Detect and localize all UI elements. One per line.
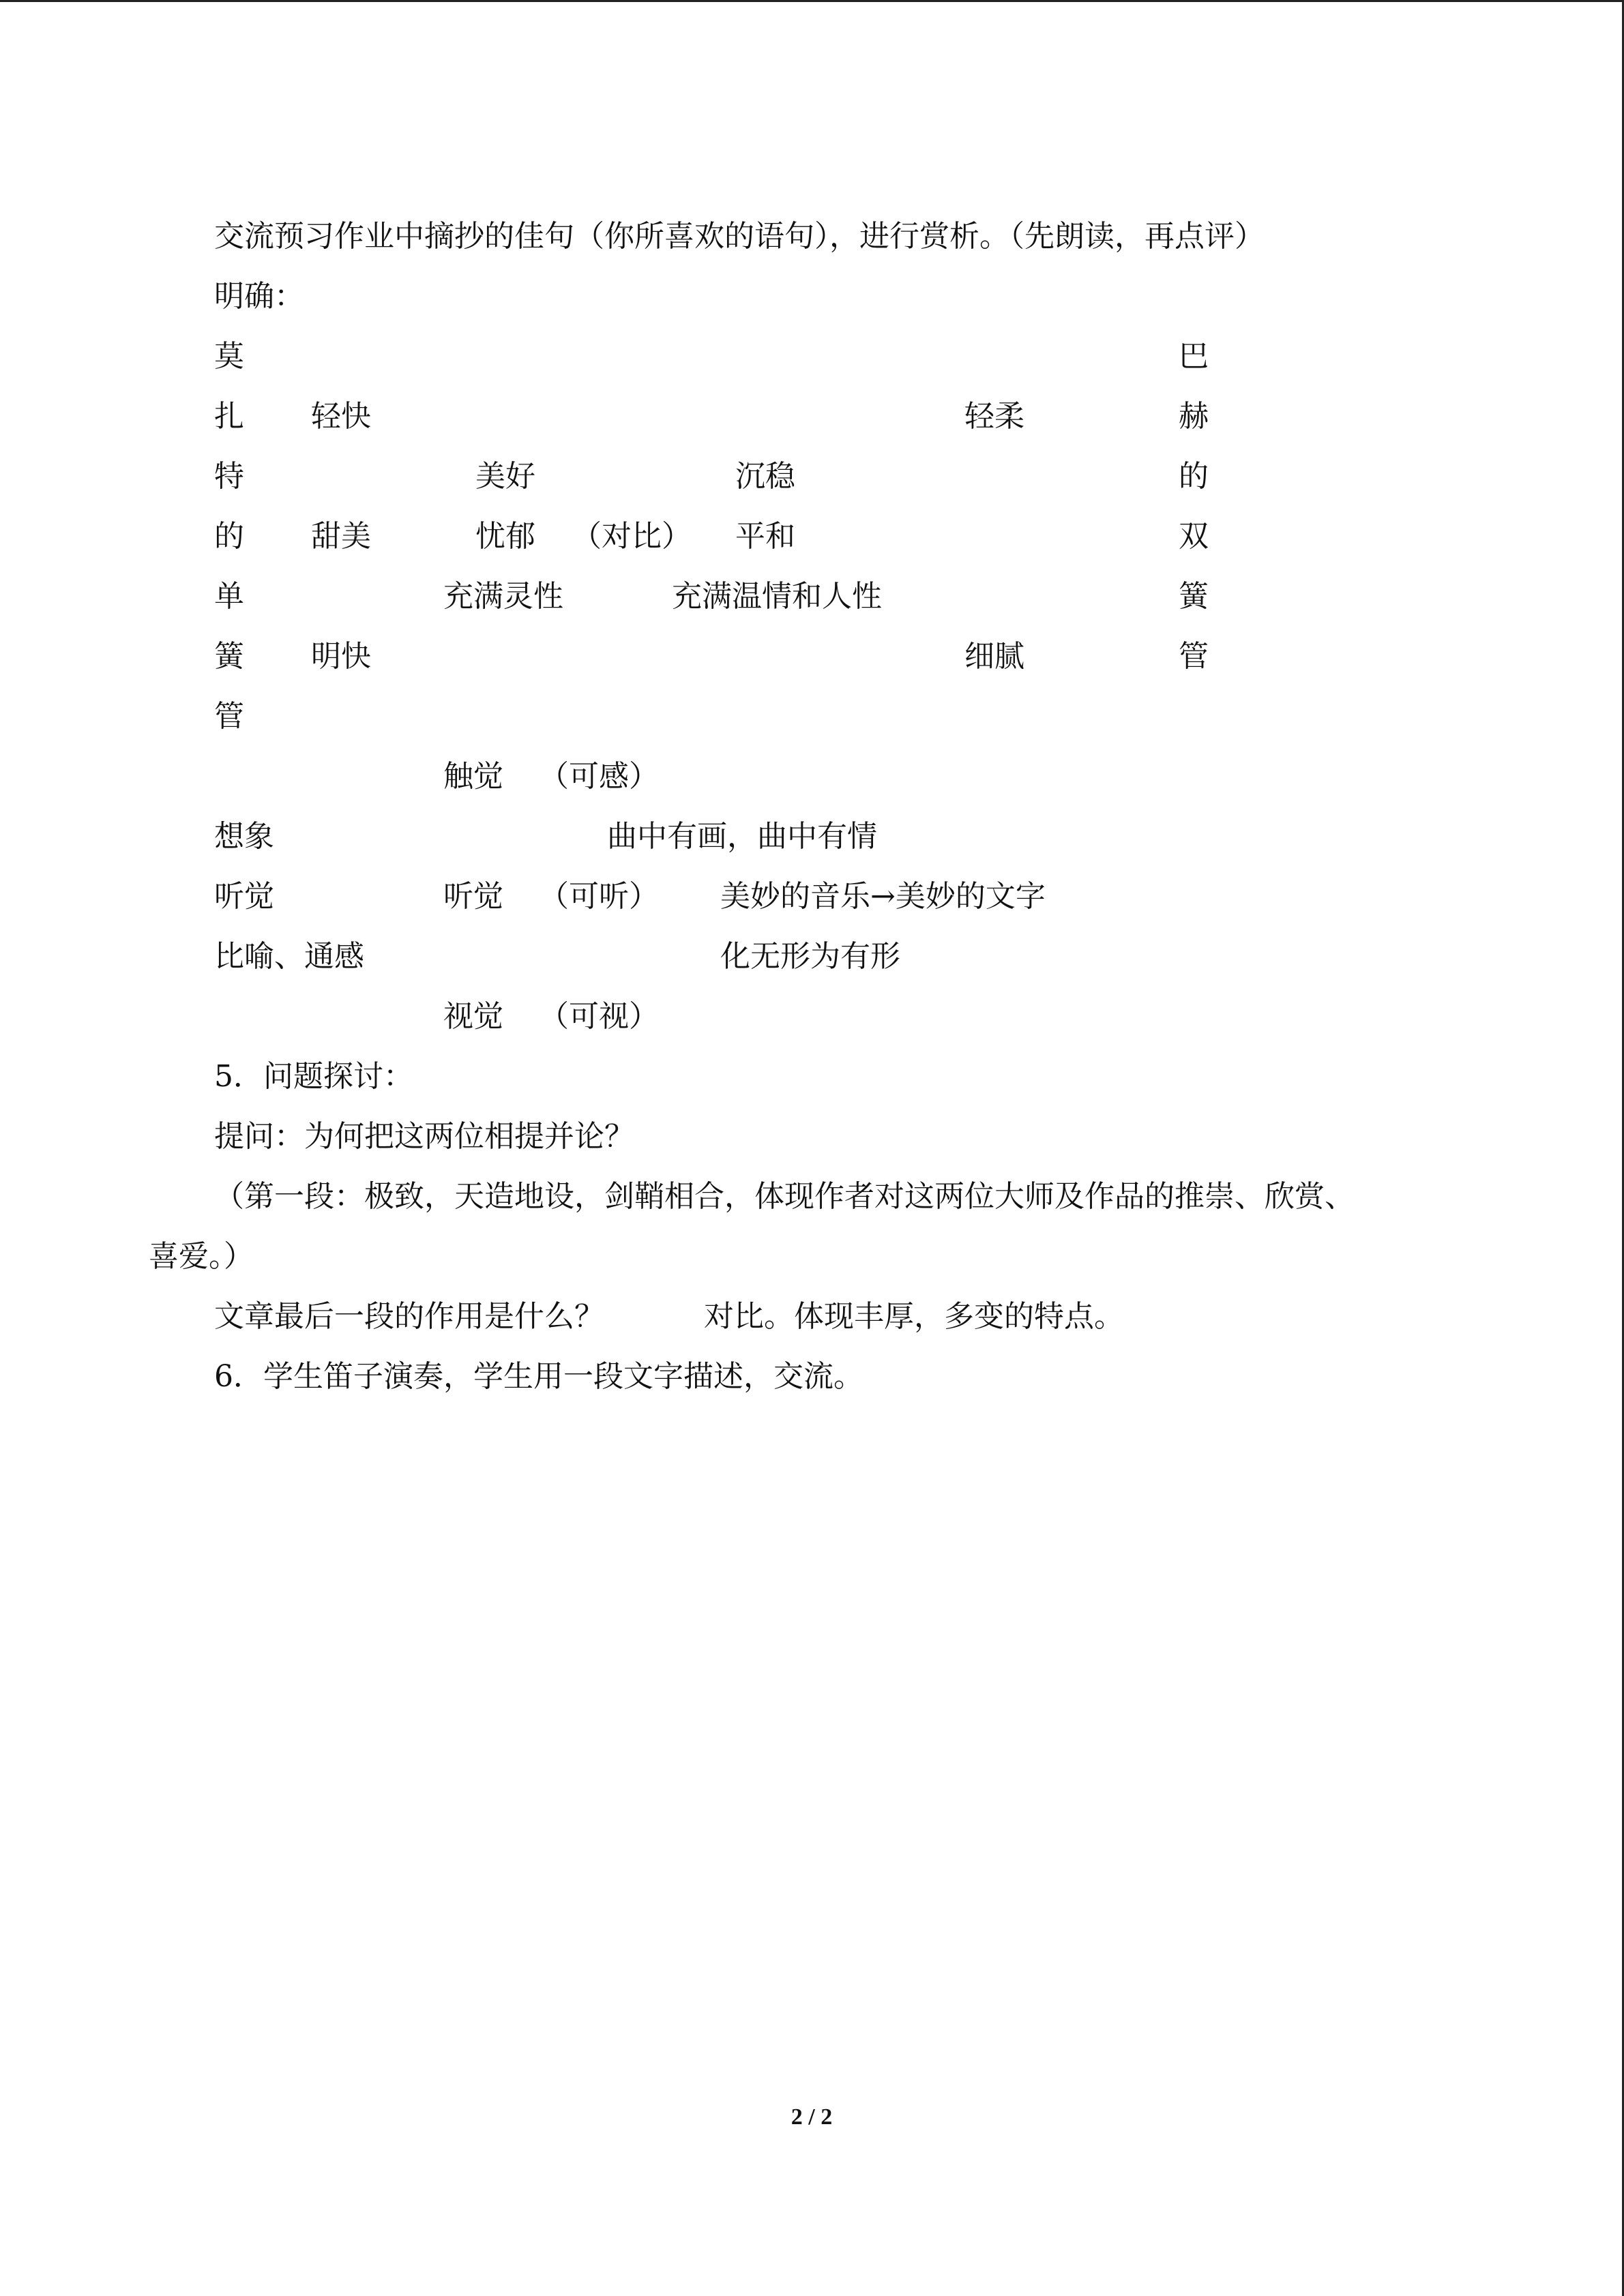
mozart-char: 单 <box>214 579 244 614</box>
mozart-char: 簧 <box>214 639 244 674</box>
section5-last-para-question: 文章最后一段的作用是什么？ <box>214 1299 604 1334</box>
page-number: 2 / 2 <box>791 2104 833 2130</box>
mozart-trait: 轻快 <box>311 399 371 434</box>
bach-char: 簧 <box>1179 579 1209 614</box>
quzhong-phrase: 曲中有画，曲中有情 <box>607 819 877 854</box>
bach-char: 的 <box>1179 459 1209 494</box>
duibi-word: （对比） <box>572 519 692 554</box>
tingjue-left: 听觉 <box>214 879 274 914</box>
bach-char: 赫 <box>1179 399 1209 434</box>
section5-answer-line2: 喜爱。） <box>149 1239 254 1274</box>
chongman-wenqing: 充满温情和人性 <box>672 579 882 614</box>
mozart-char: 特 <box>214 459 244 494</box>
biyu-phrase: 比喻、通感 <box>214 939 364 974</box>
meihao-word: 美好 <box>475 459 535 494</box>
section5-last-para-answer: 对比。体现丰厚，多变的特点。 <box>704 1299 1124 1334</box>
bach-trait: 细腻 <box>964 639 1024 674</box>
keshi-word: （可视） <box>539 999 659 1034</box>
section5-answer-line1: （第一段：极致，天造地设，剑鞘相合，体现作者对这两位大师及作品的推崇、欣赏、 <box>214 1179 1355 1214</box>
youyu-word: 忧郁 <box>475 519 535 554</box>
intro-paragraph: 交流预习作业中摘抄的佳句（你所喜欢的语句），进行赏析。（先朗读，再点评） <box>214 219 1265 254</box>
shijue-word: 视觉 <box>443 999 503 1034</box>
bach-char: 双 <box>1179 519 1209 554</box>
mozart-char: 扎 <box>214 399 244 434</box>
section5-heading: 5．问题探讨： <box>214 1059 413 1094</box>
section6-text: 6．学生笛子演奏，学生用一段文字描述，交流。 <box>214 1359 863 1394</box>
mozart-char: 的 <box>214 519 244 554</box>
keting-word: （可听） <box>539 879 659 914</box>
chenwen-word: 沉稳 <box>735 459 795 494</box>
section5-question: 提问：为何把这两位相提并论？ <box>214 1119 634 1154</box>
meimiao-phrase: 美妙的音乐→美妙的文字 <box>720 879 1046 914</box>
bach-char: 管 <box>1179 639 1209 674</box>
mozart-trait: 甜美 <box>311 519 371 554</box>
bach-trait: 轻柔 <box>964 399 1024 434</box>
mingque-label: 明确： <box>214 279 304 314</box>
xiangxiang-word: 想象 <box>214 819 274 854</box>
bach-char: 巴 <box>1179 339 1209 374</box>
mozart-trait: 明快 <box>311 639 371 674</box>
mozart-char: 莫 <box>214 339 244 374</box>
pinghe-word: 平和 <box>735 519 795 554</box>
chujue-word: 触觉 <box>443 759 503 794</box>
kegan-word: （可感） <box>539 759 659 794</box>
huawuxing-phrase: 化无形为有形 <box>720 939 900 974</box>
tingjue-mid: 听觉 <box>443 879 503 914</box>
chongman-lingxing: 充满灵性 <box>443 579 563 614</box>
mozart-char: 管 <box>214 699 244 734</box>
